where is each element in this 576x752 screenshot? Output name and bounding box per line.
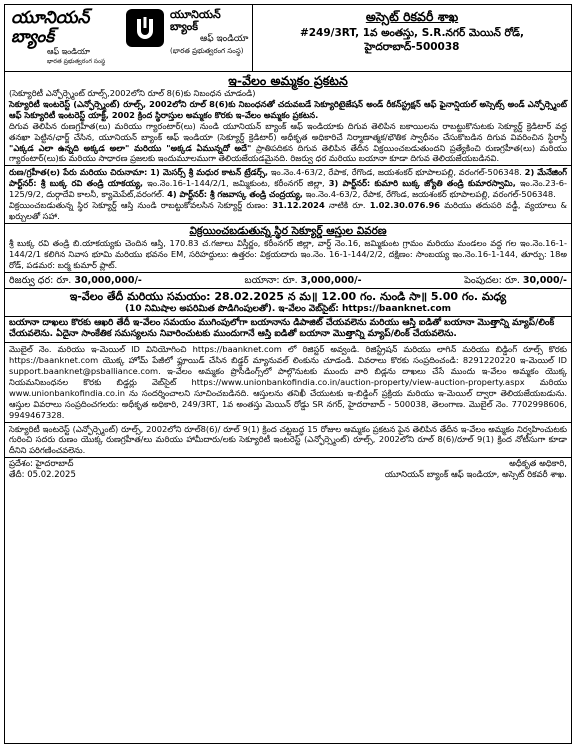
logo-name-line2: ఆఫ్ ఇండియా [200,34,249,44]
emd-label: బయానా: రూ. [244,274,298,286]
branch-address [253,5,571,71]
dues-text: విక్రయించబడుతున్న స్థిర సెక్యూర్డ్ ఆస్తి నుండి రాబట్టుకోవలసిన సెక్యూర్డ్ రుణం: [9,200,269,211]
property-description: శ్రీ బుక్క రవి తండ్రి బి.యాకయ్యకు చెందిన ఆస్తి, 170.83 చ.గజాలు విస్తీర్ణం, కరీంనగర్ జిల్లా, వార్డ్ నెం.16, జమ్మికుంట గ్రామం మరియు మండలం వద్ద గల ఇం.నెం.16-1-144/2/1 కలిగిన నివాస భూమి మరియు భవనం EM, సరిహద్దులు: ఉత్తరం: విక్రయదారు ఇం.నెం. 16-1-144/2/2, దక్షిణం: సాంబయ్య ఇం.నెం.16-1-144, తూర్పు: 18అ రోడ్, పడమర: బర్మ కుమార్ ప్లాట్. [9,237,567,270]
date-line [9,470,76,481]
union-bank-emblem-icon [126,9,164,47]
price-section [5,273,571,289]
dues-line [9,200,567,222]
statutory-section [5,423,571,459]
deposit-section [5,317,571,344]
branch-address-line1: #249/3RT, 1వ అంతస్తు, S.R.నగర్ మెయిన్ రోడ్, [299,27,525,39]
price-row [9,274,567,287]
branch-address-line2: హైదరాబాద్-500038 [364,41,460,53]
logo-tagline: భారత ప్రభుత్వరంగ సంస్థ [47,58,106,65]
auction-time: న మ॥ 12.00 గం. నుండి సా॥ 5.00 గం. మధ్య [287,289,507,303]
terms-section [5,343,571,422]
rule-reference: (సెక్యూరిటీ ఎన్ఫోర్స్మెంట్ రూల్స్,2002లోని రూల్ 8(6)కు నిబంధన చూడండి) [9,88,256,98]
place-line [9,459,76,470]
borrower-1-name: 1) మెసర్స్ శ్రీ మధుర కాటన్ ట్రేడర్స్, [150,167,269,178]
logo-main-text: యూనియన్ బ్యాంక్ [11,8,90,47]
notice-title: ఇ-వేలం అమ్మకం ప్రకటన [228,73,348,88]
auction-datetime [9,290,567,304]
auction-date: 28.02.2025 [214,289,284,303]
borrower-2-name: 2) మేనేజింగ్ పార్ట్‌నర్: శ్రీ బుక్క రవి తండ్రి యాకయ్య, [9,167,568,189]
borrower-4-name: 4) పార్ట్‌నర్: శ్రీ గజవాస్క తండ్రి చంద్రయ్య, [167,189,303,200]
auction-section [5,289,571,317]
notice-body-condition: "ఎక్కడ ఎలా ఉన్నది అక్కడ అలా" మరియు "అక్కడ ఏమున్నదో అదే" [9,142,252,153]
reserve-price-label: రిజర్వు ధర: రూ. [9,274,72,286]
place-label: ప్రదేశం: [9,459,33,470]
logo-sub-text: ఆఫ్ ఇండియా [47,47,90,56]
bid-increment [464,274,567,287]
notice-body [9,121,567,165]
logo-name-line1: యూనియన్ బ్యాంక్ [170,8,221,33]
notice-body-text: దిగువ తెలిపిన రుణగ్రహీత(లు) మరియు గ్యారంటార్(లు) నుండి యూనియన్ బ్యాంక్ ఆఫ్ ఇండియాకు దిగువ తెలిపిన బకాయిలను రాబట్టుకొనుటకు సెక్యూర్డ్ క్రెడిటార్ వద్ద తనఖా పెట్టిన/ఛార్జ్ చేసిన, యూనియన్ బ్యాంక్ ఆఫ్ ఇండియా (సెక్యూర్డ్ క్రెడిటార్) అధీకృత అధికారిచే నిర్మాణాత్మక/భౌతిక స్వాధీనం చేసుకొబడిన దిగువ వివరించిన స్థిరాస్తి [9,120,567,142]
borrower-label: రుణ/గ్రహీత(ల) పేరు మరియు చిరునామా: [9,167,148,178]
notice-intro-section [5,72,571,166]
dues-date: 31.12.2024 [272,200,325,211]
logo-text-block [11,9,122,67]
borrower-details [9,167,567,200]
reserve-price [9,274,142,287]
borrower-1-address: ఇం.నెం.4-63/2, రేపాక, రేగొండ, జయశంకర్ భూపాలపల్లి, వరంగల్-506348. [270,167,522,178]
property-title: విక్రయించబడుతున్న స్థిర సెక్యూర్డ్ ఆస్తుల వివరణ [189,224,387,237]
borrower-section [5,166,571,224]
logo-name-block [170,9,252,57]
borrower-4-address: ఇం.నెం.4-63/2, రేపాక, రేగొండ, జయశంకర్ భూపాలపల్లి, వరంగల్-506348. [305,189,556,200]
dues-amount: 1.02.30.076.96 [369,200,441,211]
signatory-title: అధీకృత అధికారి, [509,459,567,470]
increment-label: పెంపుదల: రూ. [464,274,520,286]
auction-notice [4,4,572,744]
logo-name-line3: (భారత ప్రభుత్వరంగ సంస్థ) [170,47,244,55]
borrower-3-name: 3) పార్ట్‌నర్: కుమారి బుక్క జ్యోతి తండ్రి కుమారస్వామి, [328,178,516,189]
terms-text: మొబైల్ నెం. మరియు ఇ-మెయిల్ ID వినియోగించి https://baanknet.com లో రిజిస్టర్ అవ్వండి. రిజిస్ట్రేషన్ మరియు లాగిన్ మరియు బిడ్డింగ్ రూల్స్ కొరకు https://baanknet.com యొక్క హోమ్ పేజీలో ఫ్లూయిడ్ చేసిన బిడ్డర్ మ్యానువల్ లింకును చూడండి. వివరాలు కొరకు సంప్రదించండి: 8291220220 ఇ-మెయిల్ ID support.baanknet@psballiance.com. ఇ-వేలం అమ్మకం ప్రొసీడింగ్స్‌లో పాల్గొనుటకు ముందు వారి బిడ్లను దాఖలు చేసే ముందు ఇ-వేలం అమ్మకం యొక్క నియమనిబంధనల కొరకు బిడ్డర్లు వెబ్‌సైట్ https://www.unionbankofindia.co.in/auction-property/view-auction-property.aspx మరియు www.unionbankofindia.co.in ను సందర్శించాలని సూచించబడినది. ఆస్తులను తనిఖీ చేయుటకు ఇ-బిడ్డింగ్ ప్రక్రియ మరియు ఇ-మెయిల్ ద్వారా తెలియజేయబడును. ఆస్తుల వివరాలు సంప్రదించగలరు: అధీకృత అధికారి, 249/3RT, 1వ అంతస్తు మెయిన్ రోడ్డు SR నగర్, హైదరాబాద్ - 500038, తెలంగాణ. మొబైల్ నెం. 7702998606, 9949467328. [9,344,567,420]
date-value: 05.02.2025 [27,470,76,481]
statutory-notice: సెక్యూరిటీ ఇంటరెస్ట్ (ఎన్ఫోర్స్మెంట్) రూల్స్, 2002లోని రూల్8(6)/ రూల్ 9(1) క్రింద చట్టబద్ధ 15 రోజుల అమ్మకం ప్రకటన పైన తెలిపిన తేదీన ఇ-వేలం అమ్మకం నిర్వహించుటకు గురించి సదరు రుణం యొక్క రుణగ్రహీత/లు మరియు హామీదారు/లకు సెక్యూరిటీ ఇంటరెస్ట్ (ఎన్ఫోర్స్మెంట్) రూల్స్, 2002లోని రూల్ 8(6)/రూల్ 9(1) క్రింద నోటీసుగా కూడా దీనిని పరిగణించవలెను. [9,423,567,456]
reserve-price-value: 30,000,000/- [74,274,142,286]
place-date-block [9,459,76,481]
date-label: తేదీ: [9,470,25,481]
branch-title: అస్సెట్ రికవరీ శాఖ [365,9,459,24]
auction-label: ఇ-వేలం తేదీ మరియు సమయం: [69,289,211,303]
dues-mid: నాటికి రూ. [328,200,366,211]
dues-end: మరియు తదుపరి వడ్డీ, వ్యయాలు & ఖర్చులతో సహా. [9,200,567,221]
notice-intro: సెక్యూరిటీ ఇంటరెస్ట్ (ఎన్ఫోర్స్మెంట్) రూల్స్, 2002లోని రూల్ 8(6)కు నిబంధనతో చదువబడే సెక్యూరిటైజేషన్ అండ్ రీకన్‌స్ట్రక్షన్ ఆఫ్ ఫైనాన్షియల్ అస్సెట్స్ అండ్ ఎన్ఫోర్స్మెంట్ ఆఫ్ సెక్యూరిటీ ఇంటరెస్ట్ యాక్ట్, 2002 క్రింద స్థిరాస్తుల అమ్మకం కొరకు ఇ-వేలం అమ్మకం ప్రకటన. [9,98,567,120]
notice-body-end: ప్రాతిపదికన దిగువ తెలిపిన తేదీన విక్రయించబడుతుందని ప్రత్యేకించి రుణగ్రహీత(లు) మరియు గ్యారంటార్(లు)కు మరియు సాధారణ ప్రజలకు ఇందుమూలముగా తెలియజేయడమైనది. రిజర్వు ధర మరియు బయానా కూడా దిగువ తెలియజేయబడినవి. [9,142,567,164]
signatory-block [385,459,567,481]
notice-footer [5,458,571,482]
borrower-2-address: ఇం.నెం.16-1-144/2/1, జమ్మికుంట, కరీంనగర్ జిల్లా, [147,178,325,189]
place-value: హైదరాబాద్ [35,459,74,470]
emd-amount [244,274,361,287]
property-section [5,224,571,273]
increment-value: 30,000/- [522,274,567,286]
deposit-instructions: బయానా దాఖలు కొరకు ఆఖరి తేదీ ఇ-వేలం సమయం ముగింపులోగా బయానాను డిపాజిట్ చేయవలెను మరియు ఆస్తి ఐడితో బయానా మొత్తాన్ని మ్యాప్/లింక్ చేయవలెను. ఏదైనా సాంకేతిక సమస్యలను నివారించుటకు ముందుగానే ఆస్తి ఐడితో బయానా మొత్తాన్ని మ్యాప్/లింక్ చేయవలెను. [9,317,555,340]
emd-value: 3,000,000/- [300,274,362,286]
bank-logo [5,5,253,71]
borrower-3-address: ఇం.నెం.23-6-125/9/2, దుర్గాదేవి కాలనీ, క్యామెపేట్,వరంగల్. [9,178,567,200]
signatory-org: యూనియన్ బ్యాంక్ ఆఫ్ ఇండియా, అస్సెట్ రికవరీ శాఖ. [384,470,567,481]
notice-header [5,5,571,72]
auction-website-note: (10 నిమిషాల అపరిమిత పొడిగింపులతో). ఇ-వేలం వెబ్‌సైట్: https://baanknet.com [124,303,452,314]
